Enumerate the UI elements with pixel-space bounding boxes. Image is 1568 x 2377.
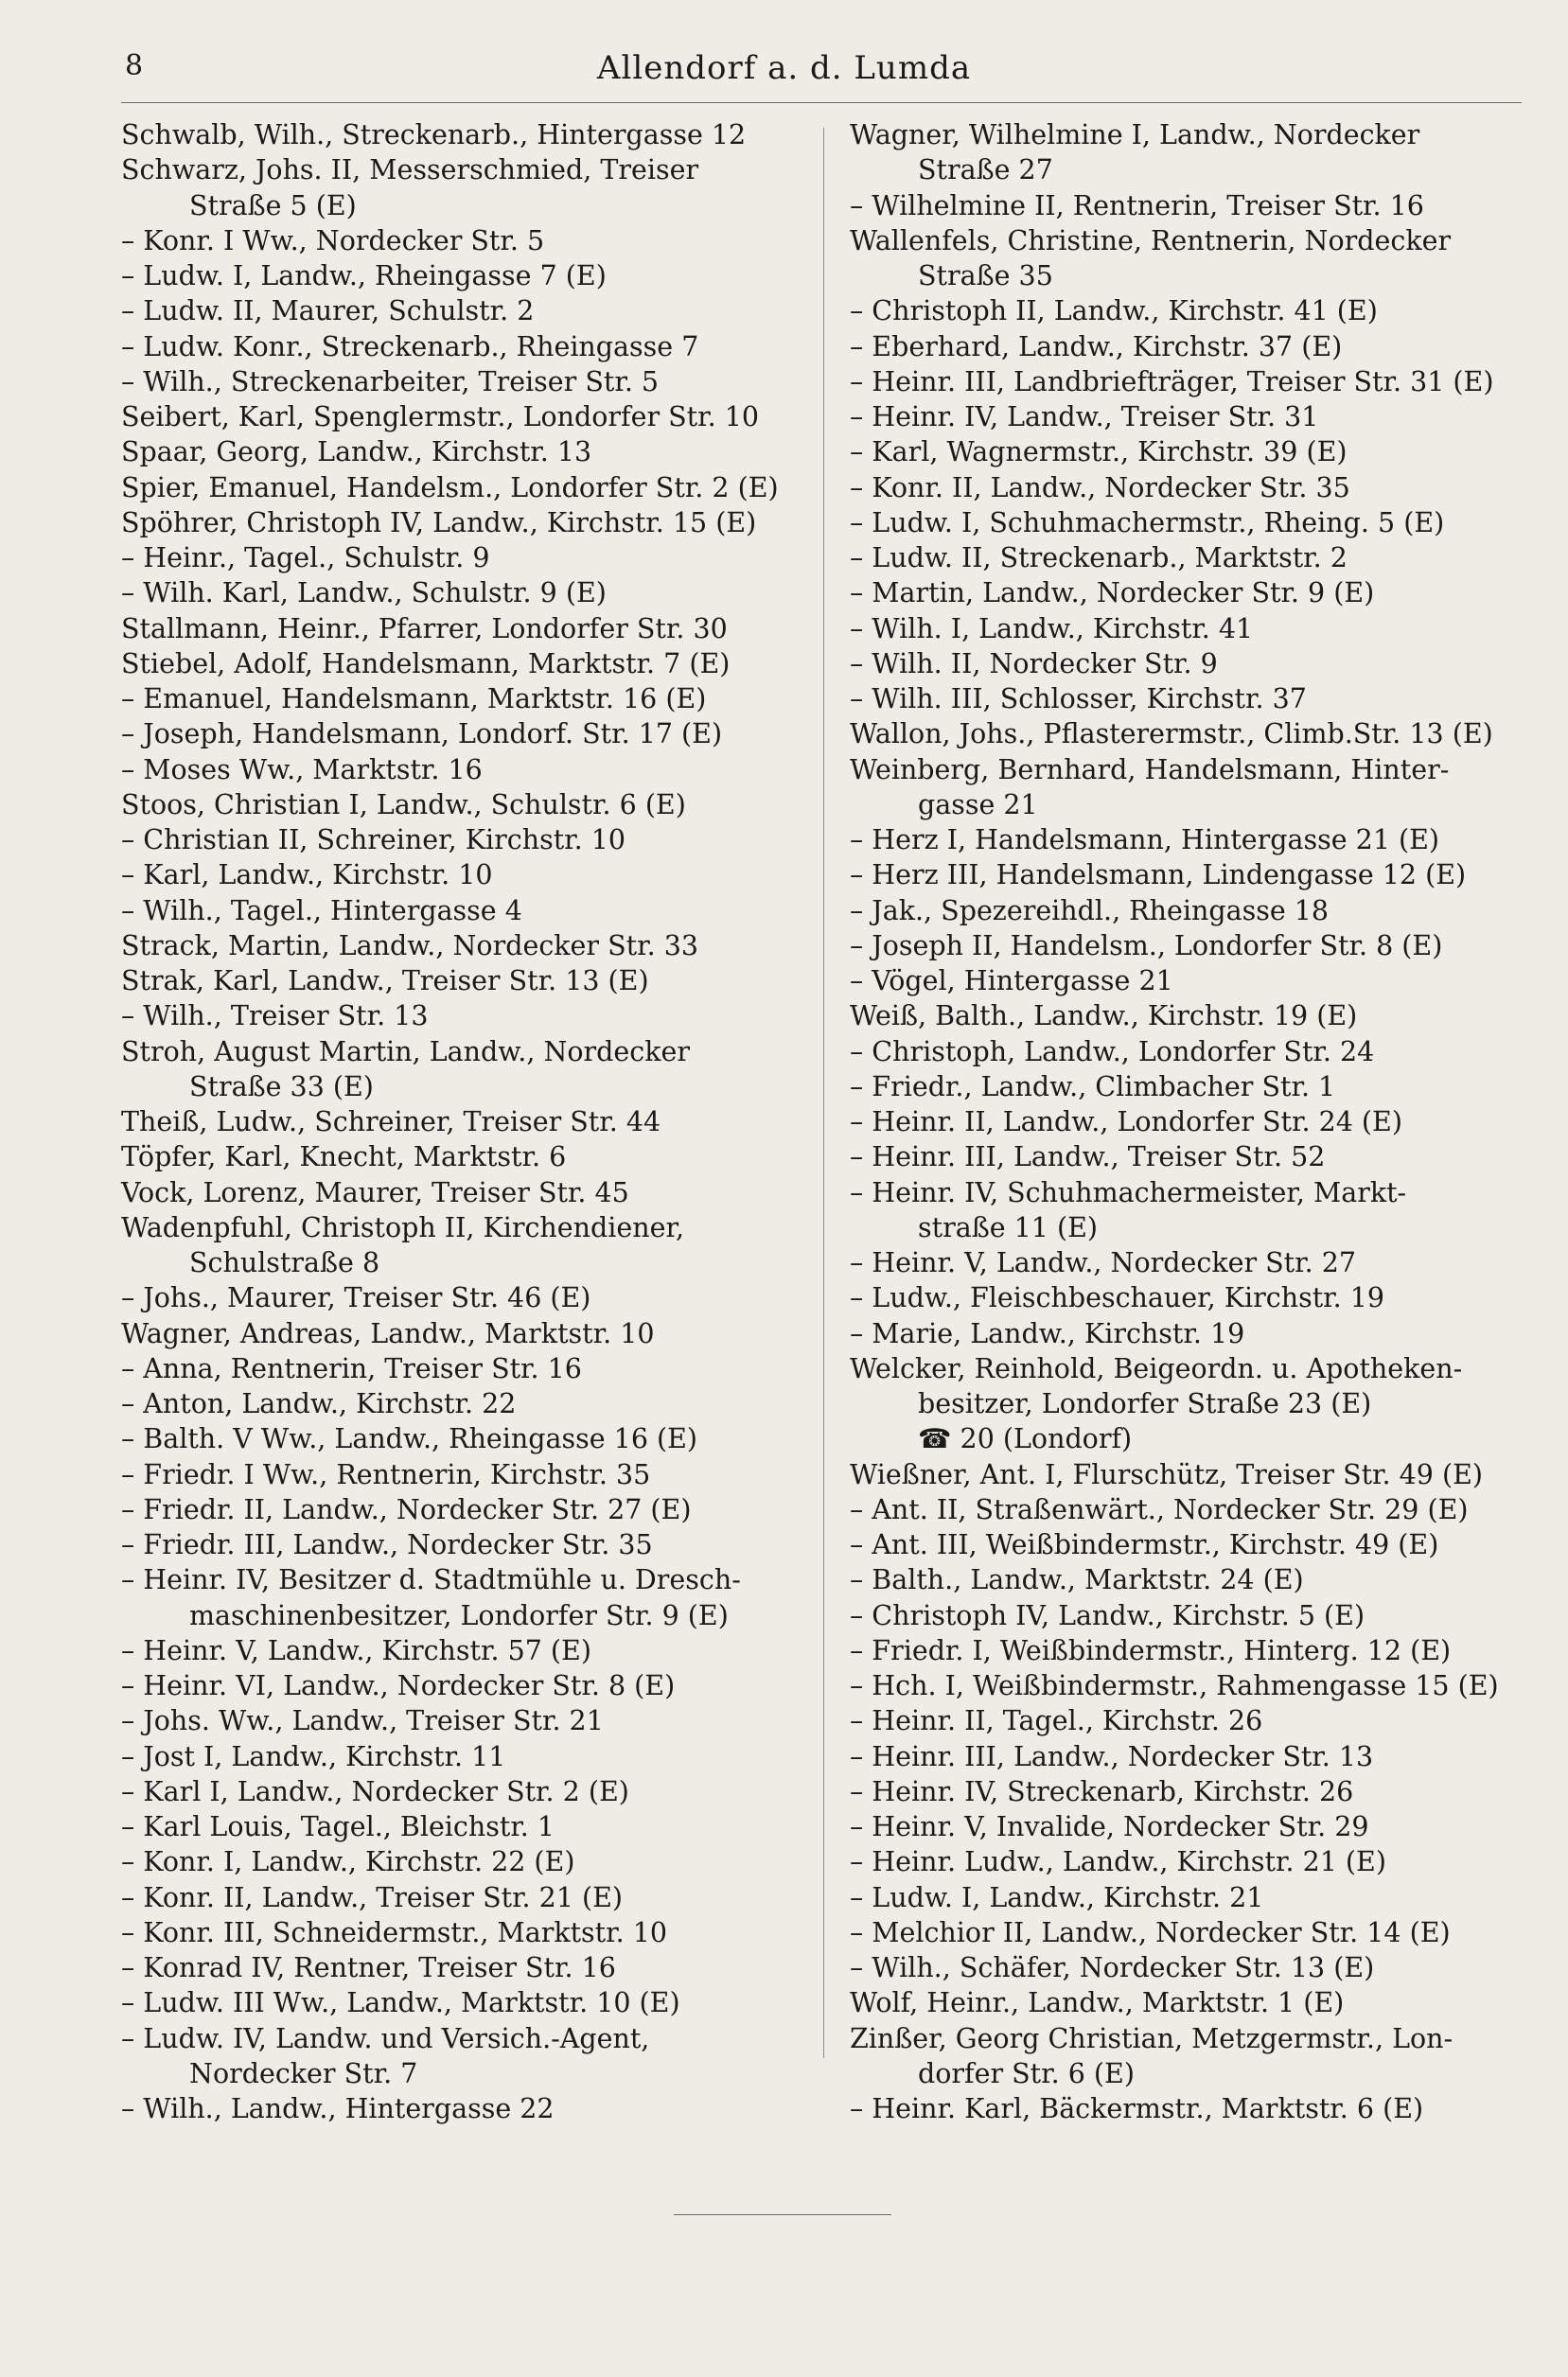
directory-entry: Schwarz, Johs. II, Messerschmied, Treiser (121, 154, 699, 186)
directory-entry: – Martin, Landw., Nordecker Str. 9 (E) (850, 577, 1375, 609)
directory-entry: Stroh, August Martin, Landw., Nordecker (121, 1035, 691, 1067)
directory-entry: – Jost I, Landw., Kirchstr. 11 (121, 1740, 506, 1772)
directory-entry: – Moses Ww., Marktstr. 16 (121, 753, 483, 785)
directory-entry: – Konr. II, Landw., Nordecker Str. 35 (850, 471, 1350, 503)
directory-entry: – Johs. Ww., Landw., Treiser Str. 21 (121, 1705, 604, 1737)
directory-entry: – Heinr. IV, Streckenarb, Kirchstr. 26 (850, 1775, 1354, 1807)
directory-entry: – Christian II, Schreiner, Kirchstr. 10 (121, 824, 626, 855)
directory-entry: – Karl, Landw., Kirchstr. 10 (121, 859, 493, 891)
directory-entry: Strak, Karl, Landw., Treiser Str. 13 (E) (121, 965, 649, 996)
directory-entry: – Friedr. II, Landw., Nordecker Str. 27 (E) (121, 1493, 692, 1525)
directory-entry: Wolf, Heinr., Landw., Marktstr. 1 (E) (850, 1987, 1345, 2019)
directory-entry: Schwalb, Wilh., Streckenarb., Hintergasse 12 (121, 119, 747, 150)
right-column (850, 117, 1524, 2126)
directory-entry: Stallmann, Heinr., Pfarrer, Londorfer Str. 30 (121, 612, 728, 644)
directory-entry: – Ant. II, Straßenwärt., Nordecker Str. 29 (E) (850, 1493, 1469, 1525)
telephone-entry: ☎ 20 (Londorf) (918, 1423, 1133, 1455)
directory-entry: – Konr. II, Landw., Treiser Str. 21 (E) (121, 1881, 624, 1913)
directory-entry: – Heinr. VI, Landw., Nordecker Str. 8 (E) (121, 1670, 676, 1701)
directory-entry: – Hch. I, Weißbindermstr., Rahmengasse 15 (E) (850, 1670, 1499, 1701)
directory-entry-continuation: Straße 5 (E) (189, 189, 357, 221)
directory-entry: – Heinr. Ludw., Landw., Kirchstr. 21 (E) (850, 1846, 1386, 1878)
directory-entry-continuation: Straße 35 (918, 260, 1053, 291)
directory-entry: – Anton, Landw., Kirchstr. 22 (121, 1388, 517, 1419)
directory-entry: – Balth., Landw., Marktstr. 24 (E) (850, 1564, 1304, 1596)
directory-entry: – Ludw. IV, Landw. und Versich.-Agent, (121, 2022, 650, 2054)
directory-entry: Zinßer, Georg Christian, Metzgermstr., Lon- (850, 2022, 1453, 2054)
directory-entry: Wadenpfuhl, Christoph II, Kirchendiener, (121, 1211, 685, 1243)
directory-entry: – Heinr. Karl, Bäckermstr., Marktstr. 6 (E) (850, 2093, 1424, 2124)
directory-entry: Spöhrer, Christoph IV, Landw., Kirchstr. 15 (E) (121, 506, 757, 538)
directory-entry: – Wilh., Tagel., Hintergasse 4 (121, 894, 522, 926)
directory-entry: – Ant. III, Weißbindermstr., Kirchstr. 49 (E) (850, 1529, 1439, 1560)
left-column (121, 117, 812, 2126)
directory-entry: – Friedr. I Ww., Rentnerin, Kirchstr. 35 (121, 1458, 651, 1490)
directory-entry: – Wilh. Karl, Landw., Schulstr. 9 (E) (121, 577, 607, 609)
directory-entry: – Wilh., Streckenarbeiter, Treiser Str. 5 (121, 365, 660, 397)
directory-entry: – Herz III, Handelsmann, Lindengasse 12 (E) (850, 859, 1467, 891)
header-rule (121, 102, 1522, 103)
directory-entry-continuation: straße 11 (E) (918, 1211, 1099, 1243)
directory-entry: – Ludw. II, Maurer, Schulstr. 2 (121, 295, 535, 327)
directory-entry-continuation: Straße 27 (918, 154, 1053, 186)
directory-entry-continuation: besitzer, Londorfer Straße 23 (E) (918, 1388, 1372, 1419)
directory-entry-continuation: Straße 33 (E) (189, 1070, 374, 1102)
directory-entry-continuation: Nordecker Str. 7 (189, 2057, 418, 2089)
directory-entry: – Friedr. I, Weißbindermstr., Hinterg. 12 (E) (850, 1634, 1452, 1666)
directory-entry: – Heinr. IV, Landw., Treiser Str. 31 (850, 401, 1319, 432)
directory-entry: – Joseph, Handelsmann, Londorf. Str. 17 (E) (121, 718, 723, 750)
running-title: Allendorf a. d. Lumda (596, 49, 972, 87)
directory-entry: Wagner, Andreas, Landw., Marktstr. 10 (121, 1317, 655, 1349)
directory-entry-continuation: Schulstraße 8 (189, 1247, 380, 1278)
directory-entry: – Friedr. III, Landw., Nordecker Str. 35 (121, 1529, 653, 1560)
column-divider (823, 128, 824, 2058)
directory-entry: – Wilhelmine II, Rentnerin, Treiser Str. 16 (850, 189, 1424, 221)
directory-entry: Töpfer, Karl, Knecht, Marktstr. 6 (121, 1141, 567, 1173)
directory-entry: Seibert, Karl, Spenglermstr., Londorfer Str. 10 (121, 401, 759, 432)
directory-entry: Wagner, Wilhelmine I, Landw., Nordecker (850, 119, 1420, 150)
directory-entry: Spier, Emanuel, Handelsm., Londorfer Str. 2 (E) (121, 471, 779, 503)
directory-entry: – Ludw., Fleischbeschauer, Kirchstr. 19 (850, 1282, 1385, 1314)
directory-entry: – Heinr. IV, Schuhmachermeister, Markt- (850, 1176, 1407, 1208)
directory-entry: Theiß, Ludw., Schreiner, Treiser Str. 44 (121, 1106, 661, 1137)
directory-entry: Vock, Lorenz, Maurer, Treiser Str. 45 (121, 1176, 629, 1208)
directory-entry: – Heinr. V, Invalide, Nordecker Str. 29 (850, 1811, 1369, 1842)
directory-entry: – Melchior II, Landw., Nordecker Str. 14 (E) (850, 1916, 1451, 1948)
directory-entry: – Heinr. III, Landw., Nordecker Str. 13 (850, 1740, 1374, 1772)
directory-entry: – Konr. I, Landw., Kirchstr. 22 (E) (121, 1846, 575, 1878)
directory-entry: Weiß, Balth., Landw., Kirchstr. 19 (E) (850, 1000, 1358, 1032)
directory-entry: – Wilh., Landw., Hintergasse 22 (121, 2093, 555, 2124)
directory-entry: – Wilh. III, Schlosser, Kirchstr. 37 (850, 683, 1307, 714)
footer-rule (674, 2214, 891, 2215)
page-number: 8 (125, 49, 144, 82)
directory-entry: – Jak., Spezereihdl., Rheingasse 18 (850, 894, 1330, 926)
directory-entry: – Heinr. III, Landbriefträger, Treiser Str. 31 (E) (850, 365, 1494, 397)
directory-entry: – Heinr. II, Tagel., Kirchstr. 26 (850, 1705, 1263, 1737)
directory-entry: – Heinr. III, Landw., Treiser Str. 52 (850, 1141, 1326, 1173)
directory-entry-continuation: maschinenbesitzer, Londorfer Str. 9 (E) (189, 1599, 729, 1631)
directory-entry: – Heinr. V, Landw., Kirchstr. 57 (E) (121, 1634, 591, 1666)
directory-entry: – Ludw. I, Schuhmachermstr., Rheing. 5 (E) (850, 506, 1445, 538)
directory-entry: – Anna, Rentnerin, Treiser Str. 16 (121, 1352, 582, 1384)
directory-entry: Welcker, Reinhold, Beigeordn. u. Apotheken- (850, 1352, 1463, 1384)
directory-entry: Wießner, Ant. I, Flurschütz, Treiser Str. 49 (E) (850, 1458, 1484, 1490)
directory-entry: – Konr. I Ww., Nordecker Str. 5 (121, 224, 545, 256)
directory-entry: Strack, Martin, Landw., Nordecker Str. 33 (121, 929, 698, 961)
directory-entry-continuation: dorfer Str. 6 (E) (918, 2057, 1135, 2089)
directory-entry: Wallon, Johs., Pflasterermstr., Climb.Str. 13 (E) (850, 718, 1493, 750)
directory-entry: – Ludw. I, Landw., Rheingasse 7 (E) (121, 260, 607, 291)
directory-entry: – Heinr. V, Landw., Nordecker Str. 27 (850, 1247, 1357, 1278)
directory-entry: – Marie, Landw., Kirchstr. 19 (850, 1317, 1245, 1349)
directory-entry: – Christoph IV, Landw., Kirchstr. 5 (E) (850, 1599, 1365, 1631)
directory-entry: Wallenfels, Christine, Rentnerin, Nordecker (850, 224, 1452, 256)
directory-entry: – Vögel, Hintergasse 21 (850, 965, 1173, 996)
directory-entry: – Ludw. III Ww., Landw., Marktstr. 10 (E) (121, 1987, 680, 2019)
directory-entry: – Herz I, Handelsmann, Hintergasse 21 (E) (850, 824, 1440, 855)
directory-entry: – Ludw. Konr., Streckenarb., Rheingasse 7 (121, 330, 699, 362)
directory-entry: – Christoph II, Landw., Kirchstr. 41 (E) (850, 295, 1378, 327)
directory-entry: – Konrad IV, Rentner, Treiser Str. 16 (121, 1952, 616, 1983)
directory-entry: – Wilh., Schäfer, Nordecker Str. 13 (E) (850, 1952, 1375, 1983)
directory-entry: – Emanuel, Handelsmann, Marktstr. 16 (E) (121, 683, 707, 714)
directory-entry: – Heinr. IV, Besitzer d. Stadtmühle u. Dresch- (121, 1564, 741, 1596)
directory-entry: – Wilh., Treiser Str. 13 (121, 1000, 429, 1032)
directory-entry: – Christoph, Landw., Londorfer Str. 24 (850, 1035, 1375, 1067)
directory-entry: – Johs., Maurer, Treiser Str. 46 (E) (121, 1282, 591, 1314)
directory-entry: – Konr. III, Schneidermstr., Marktstr. 10 (121, 1916, 668, 1948)
directory-entry-continuation: gasse 21 (918, 788, 1038, 820)
directory-entry: – Ludw. I, Landw., Kirchstr. 21 (850, 1881, 1264, 1913)
directory-entry: Weinberg, Bernhard, Handelsmann, Hinter- (850, 753, 1450, 785)
directory-entry: – Balth. V Ww., Landw., Rheingasse 16 (E) (121, 1423, 698, 1455)
directory-entry: – Heinr., Tagel., Schulstr. 9 (121, 542, 490, 573)
directory-entry: – Wilh. II, Nordecker Str. 9 (850, 647, 1218, 679)
directory-entry: – Karl I, Landw., Nordecker Str. 2 (E) (121, 1775, 629, 1807)
directory-entry: – Ludw. II, Streckenarb., Marktstr. 2 (850, 542, 1348, 573)
directory-entry: Spaar, Georg, Landw., Kirchstr. 13 (121, 436, 592, 468)
directory-entry: – Heinr. II, Landw., Londorfer Str. 24 (E) (850, 1106, 1402, 1137)
directory-entry: Stoos, Christian I, Landw., Schulstr. 6 (E) (121, 788, 686, 820)
directory-entry: – Joseph II, Handelsm., Londorfer Str. 8 (E) (850, 929, 1443, 961)
directory-entry: – Karl Louis, Tagel., Bleichstr. 1 (121, 1811, 555, 1842)
directory-entry: – Friedr., Landw., Climbacher Str. 1 (850, 1070, 1336, 1102)
directory-entry: – Wilh. I, Landw., Kirchstr. 41 (850, 612, 1254, 644)
directory-entry: Stiebel, Adolf, Handelsmann, Marktstr. 7 (E) (121, 647, 731, 679)
directory-entry: – Karl, Wagnermstr., Kirchstr. 39 (E) (850, 436, 1348, 468)
directory-entry: – Eberhard, Landw., Kirchstr. 37 (E) (850, 330, 1343, 362)
